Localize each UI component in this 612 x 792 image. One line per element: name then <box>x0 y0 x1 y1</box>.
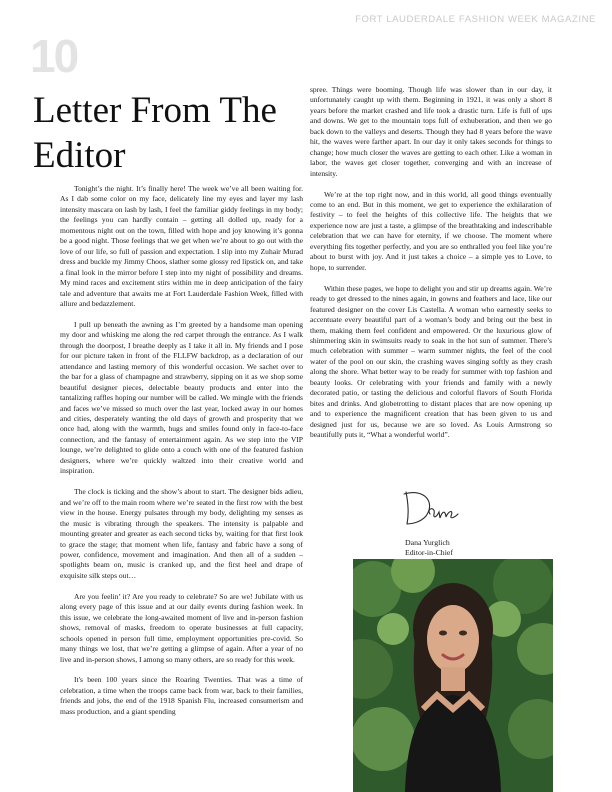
editor-name: Dana Yurglich <box>405 538 450 547</box>
left-paragraph-4: Are you feelin’ it? Are you ready to celebrate? So are we! Jubilate with us along every page of this issue and at our daily events during fashion week. In this issue, we celebrate the long-awaited moment of live and in-person fashion shows, removal of masks, freedom to operate businesses at full capacity, schools opened in person full time, employment opportunities pre-covid. So many things we lost, that we’re getting a glimpse of again. After a year of no live and in-person shows, I among so many others, are so ready for this week. <box>60 591 303 664</box>
left-paragraph-2: I pull up beneath the awning as I’m greeted by a handsome man opening my door and whisking me along the red carpet through the entrance. As I walk through the doorpost, I breathe deeply as I take it all in. My friends and I pose for our picture taken in front of the FLLFW backdrop, as a declaration of our attendance and lasting memory of this wonderful occasion. We sachet over to the bar for a glass of champagne and strawberry, sipping on it as we shop some beautiful designer pieces, delectable beauty products and enter into the tantalizing raffles hoping our number will be called. We mingle with the friends and faces we’ve missed so much over the last year, locked away in our homes and cities, desperately wanting the old days of growth and prosperity that we once had, along with the warmth, hugs and smiles found only in face-to-face connection, and the fantasy of entertainment again. As we step into the VIP lounge, we’re delighted to glide onto a couch with one of the featured fashion designers, where we’re quickly waltzed into their creative world and inspiration. <box>60 319 303 476</box>
portrait-illustration <box>353 559 553 792</box>
right-paragraph-continued: spree. Things were booming. Though life was slower than in our day, it unfortunately caught up with them. Beginning in 1921, it was only a short 8 years before the market crashed and life took a drastic turn. Life is full of ups and downs. We get to the mountain tops full of exhuberation, and then we go back down to the valleys and deserts. Though they had 8 years before the wave hit, the waves were farther apart. In our day it only takes seconds for things to change; how much closer the waves are getting to each other. Like a woman in labor, the waves get closer together, converging and with an increase of intensity. <box>310 85 552 178</box>
right-paragraph-2: Within these pages, we hope to delight you and stir up dreams again. We’re ready to get dressed to the nines again, in gowns and feathers and lace, like our featured designer on the cover Lis Castella. A woman who earnestly seeks to accentuate every beautiful part of a woman’s body and bring out the best in them, making them feel confident and empowered. Or the luxurious glow of shimmering skin in swimsuits ready to soak in the hot sun of summer. There’s much celebration with summer – warm summer nights, the feel of the cool water of the pool on our skin, the crashing waves singing softly as they crash along the shore. What better way to be ready for summer with top fashion and beauty looks. Or celebrating with your friends and family with a newly decorated patio, or tasting the delicious and colorful flavors of South Florida bites and drinks. And globetrotting to distant places that are now opening up and to experience the magnificent creation that has been given to us and designed just for us, because we are so loved. As Louis Armstrong so beautifully puts it, “What a wonderful world”. <box>310 283 552 440</box>
left-paragraph-1: Tonight’s the night. It’s finally here! The week we’ve all been waiting for. As I dab some color on my face, delicately line my eyes and layer my lash intensity mascara on lash by lash, I feel the familiar giddy feelings in my body; the feelings you can hardly contain – getting all dolled up, ready for a momentous night out on the town, filled with hope and joy knowing it’s gonna be a good night. Those feelings that we get when we’re about to go out with the love of our life, so full of passion and expectation. I slip into my Zuhair Murad dress and buckle my Jimmy Choos, slather some glossy red lipstick on, and take a final look in the mirror before I step into my night of possibility and dreams. My mind races and excitement stirs within me in deep anticipation of the fairy tale and adventure that awaits me at Fort Lauderdale Fashion Week, filled with allure and bedazzlement. <box>60 184 303 308</box>
editor-portrait-photo <box>353 559 553 792</box>
article-right-column <box>310 85 552 451</box>
left-paragraph-5: It's been 100 years since the Roaring Twenties. That was a time of celebration, a time when the troops came back from war, back to their families, friends and jobs, the end of the 1918 Spanish Flu, increased consumerism and mass production, and a giant spending <box>60 675 303 716</box>
article-title: Letter From The Editor <box>33 90 277 176</box>
article-left-column <box>60 184 303 728</box>
editor-title: Editor-in-Chief <box>405 548 453 557</box>
right-paragraph-1: We’re at the top right now, and in this world, all good things eventually come to an end. But in this moment, we get to experience the exhilaration of festivity – to feel the heights of this collective life. The heights that we experience now are just a taste, a glimpse of the breathtaking and indescribable celebration that we can have for eternity, if we choose. The moment where everything fits together perfectly, and you are so enthralled you feel like you’re about to burst with joy. And it just takes a choice – a simple yes to Love, to hope, to surrender. <box>310 189 552 272</box>
page-number: 10 <box>30 30 78 82</box>
left-paragraph-3: The clock is ticking and the show’s about to start. The designer bids adieu, and we’re off to the main room where we’re seated in the first row with the best view in the house. Energy pulsates through my body, delighting my senses as the music is vibrating through the speakers. The intensity is palpable and mounting greater and greater as each second ticks by, waiting for that first look to grace the stage; that moment when life, fantasy and fabric have a song of power, confidence, movement and imagination. And then all of a sudden – spotlights beam on, music is cranked up, and the first heel and drape of exquisite silk steps out… <box>60 487 303 580</box>
magazine-header: FORT LAUDERDALE FASHION WEEK MAGAZINE <box>355 14 596 25</box>
editor-signature <box>396 484 466 528</box>
